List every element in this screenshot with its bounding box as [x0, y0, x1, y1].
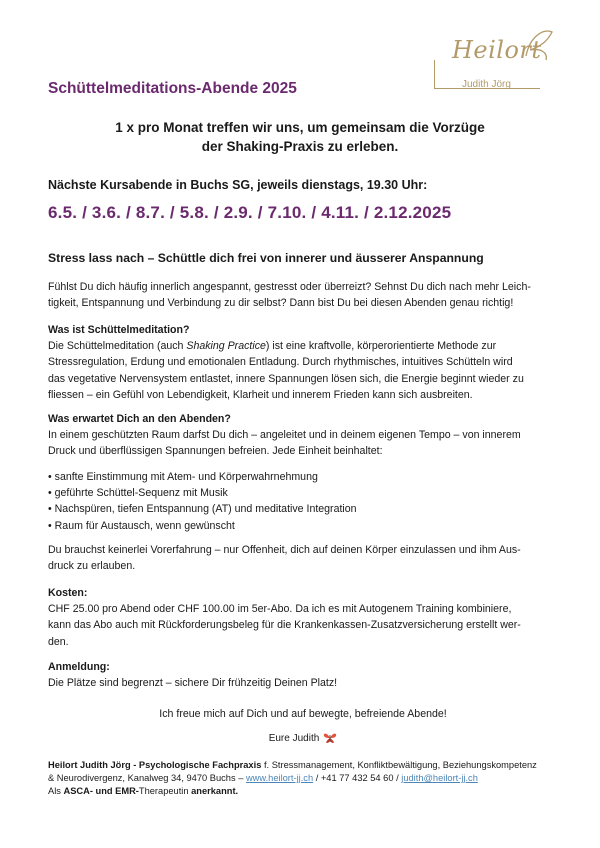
paragraph-intro: [48, 279, 558, 311]
list-item: • sanfte Einstimmung mit Atem- und Körperwahrnehmung: [48, 471, 318, 483]
text-line: tigkeit, Entspannung und Verbindung zu dir selbst? Dann bist Du bei diesen Abenden genau richtig!: [48, 297, 514, 310]
butterfly-wing-icon: [522, 26, 554, 62]
text-line: [48, 338, 558, 354]
footer-text: & Neurodivergenz, Kanalweg 34, 9470 Buchs –: [48, 773, 246, 783]
text-line: Ich freue mich auf Dich und auf bewegte, befreiende Abende!: [159, 708, 447, 720]
section-heading: Was erwartet Dich an den Abenden?: [48, 413, 231, 425]
list-item: • Nachspüren, tiefen Entspannung (AT) und meditative Integration: [48, 503, 357, 516]
session-dates: 6.5. / 3.6. / 8.7. / 5.8. / 2.9. / 7.10. / 4.11. / 2.12.2025: [48, 203, 452, 222]
paragraph-experience: [48, 542, 558, 574]
text-span: Die Schüttelmeditation (auch: [48, 340, 187, 353]
text-line: fliessen – ein Gefühl von Lebendigkeit, Klarheit und innerem Frieden kann sich ausbreiten.: [48, 388, 473, 401]
heilort-logo: [432, 22, 550, 94]
section-what-is: [48, 322, 558, 403]
intro-line: 1 x pro Monat treffen wir uns, um gemeinsam die Vorzüge: [115, 120, 485, 135]
section-heading: Kosten:: [48, 587, 88, 599]
page-title: Schüttelmeditations-Abende 2025: [48, 80, 297, 97]
footer: [48, 759, 568, 798]
footer-phone: / +41 77 432 54 60 /: [313, 773, 402, 783]
footer-text: Als: [48, 786, 64, 796]
logo-word: Heilort: [452, 36, 542, 64]
text-line: Fühlst Du dich häufig innerlich angespannt, gestresst oder überreizt? Sehnst Du dich nach mehr Leich-: [48, 281, 531, 293]
text-line: druck zu erlauben.: [48, 560, 136, 573]
text-line: In einem geschützten Raum darfst Du dich – angeleitet und in deinem eigenen Tempo – von innerem: [48, 429, 521, 442]
intro-line: der Shaking-Praxis zu erleben.: [201, 139, 399, 154]
section-heading: Anmeldung:: [48, 661, 110, 673]
list-item: • geführte Schüttel-Sequenz mit Musik: [48, 487, 228, 500]
section-heading: Was ist Schüttelmeditation?: [48, 324, 190, 336]
email-link[interactable]: judith@heilort-jj.ch: [401, 773, 478, 783]
logo-subtitle: Judith Jörg: [462, 79, 511, 90]
signature-text: Eure Judith: [268, 733, 320, 744]
website-link[interactable]: www.heilort-jj.ch: [245, 773, 314, 783]
text-line: den.: [48, 635, 69, 648]
text-line: Druck und überflüssigen Spannungen befreien. Jede Einheit beinhaltet:: [48, 445, 383, 458]
text-line: das vegetative Nervensystem entlastet, innere Spannungen lösen sich, die Energie beginnt wieder zu: [48, 372, 524, 385]
bullet-list: [48, 469, 558, 534]
section-costs: [48, 585, 558, 650]
footer-text: f. Stressmanagement, Konfliktbewältigung, Beziehungskompetenz: [261, 760, 537, 770]
footer-text: Therapeutin: [138, 786, 192, 796]
footer-name: Heilort Judith Jörg - Psychologische Fachpraxis: [48, 760, 262, 770]
section-expect: [48, 411, 558, 460]
next-sessions: Nächste Kursabende in Buchs SG, jeweils dienstags, 19.30 Uhr:: [48, 178, 428, 192]
signature: [48, 731, 558, 747]
butterfly-icon: [323, 732, 337, 744]
footer-line: [48, 785, 568, 798]
text-line: Stressregulation, Erdung und emotionalen Entladung. Durch rhythmisches, intuitives Schütteln wird: [48, 356, 513, 369]
text-line: kann das Abo auch mit Rückforderungsbeleg für die Krankenkassen-Zusatzversicherung erstellt wer-: [48, 619, 521, 632]
closing-line: [48, 706, 558, 722]
footer-text: anerkannt.: [191, 786, 239, 796]
footer-line: [48, 772, 568, 785]
footer-text: ASCA- und EMR-: [63, 786, 139, 796]
list-item: • Raum für Austausch, wenn gewünscht: [48, 519, 235, 532]
text-line: Die Plätze sind begrenzt – sichere Dir frühzeitig Deinen Platz!: [48, 677, 338, 690]
text-span: ) ist eine kraftvolle, körperorientierte Methode zur: [265, 340, 497, 353]
text-line: Du brauchst keinerlei Vorerfahrung – nur Offenheit, dich auf deinen Körper einzulassen und ihm Aus-: [48, 544, 521, 556]
text-line: CHF 25.00 pro Abend oder CHF 100.00 im 5er-Abo. Da ich es mit Autogenem Training kombiniere,: [48, 603, 512, 616]
section-registration: [48, 659, 558, 691]
footer-line: [48, 759, 568, 772]
italic-term: Shaking Practice: [186, 340, 266, 353]
intro: [48, 118, 552, 156]
subtitle: Stress lass nach – Schüttle dich frei von innerer und äusserer Anspannung: [48, 251, 484, 265]
